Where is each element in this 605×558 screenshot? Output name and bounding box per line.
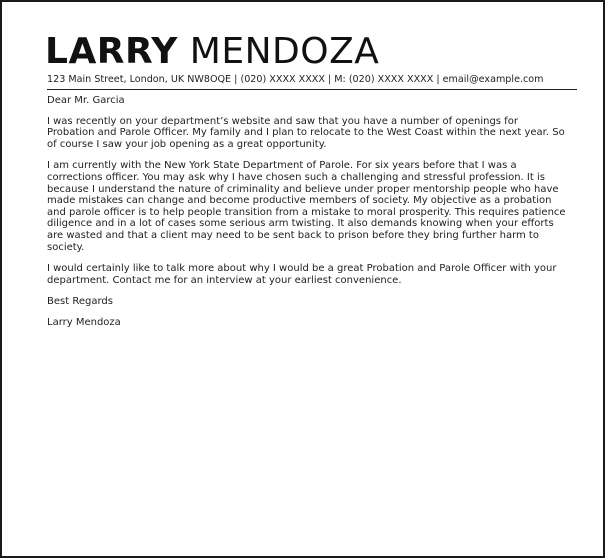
salutation: Dear Mr. Garcia <box>47 95 125 106</box>
closing: Best Regards <box>47 296 113 308</box>
contact-line: 123 Main Street, London, UK NW8OQE | (020) XXXX XXXX | M: (020) XXXX XXXX | email@example.com <box>47 73 577 90</box>
paragraph-intro: I was recently on your department’s website and saw that you have a number of openings for Probation and Parole Officer. My family and I plan to relocate to the West Coast within the next year. So of course I saw your job opening as a great opportunity. <box>47 115 565 150</box>
paragraph-experience: I am currently with the New York State Department of Parole. For six years before that I was a corrections officer. You may ask why I have chosen such a challenging and stressful profession. It is because I understand the nature of criminality and believe under proper mentorship people who have made mistakes can change and become productive members of society. My objective as a probation and parole officer is to help people transition from a mistake to moral prosperity. This requires patience diligence and in a lot of cases some serious arm twisting. It also demands knowing when your efforts are wasted and that a client may need to be sent back to prison before they bring further harm to society. <box>47 160 566 253</box>
first-name: LARRY <box>45 31 178 72</box>
letter-body <box>47 95 567 339</box>
last-name: MENDOZA <box>189 31 380 72</box>
signature: Larry Mendoza <box>47 316 121 328</box>
paragraph-closing-request: I would certainly like to talk more about why I would be a great Probation and Parole Officer with your department. Contact me for an interview at your earliest convenience. <box>47 263 557 286</box>
letter-header-name <box>45 30 379 74</box>
